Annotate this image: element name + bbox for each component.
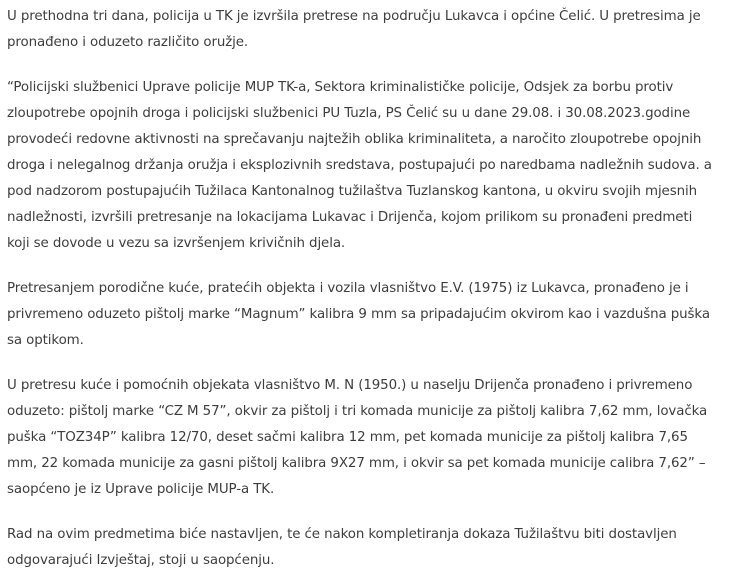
article-paragraph-lukavac-search: Pretresanjem porodične kuće, pratećih objekta i vozila vlasništvo E.V. (1975) iz Lukavca, pronađeno je i privremeno oduzeto pištolj marke “Magnum” kalibra 9 mm sa pripadajućim okvirom kao i vazdušna puška sa optikom. (7, 281, 710, 348)
article-paragraph-conclusion: Rad na ovim predmetima biće nastavljen, te će nakon kompletiranja dokaza Tužilaštvu biti dostavljen odgovarajući Izvještaj, stoji u saopćenju. (7, 527, 677, 568)
article-paragraph-police-quote: “Policijski službenici Uprave policije MUP TK-a, Sektora kriminalističke policije, Odsjek za borbu protiv zloupotrebe opojnih droga i policijski službenici PU Tuzla, PS Čelić su u dane 29.08. i 30.08.2023.godine provodeći redovne aktivnosti na sprečavanju najtežih oblika kriminaliteta, a naročito zloupotrebe opojnih droga i nelegalnog držanja oružja i eksplozivnih sredstava, postupajući po naredbama nadležnih sudova. a pod nadzorom postupajućih Tužilaca Kantonalnog tužilaštva Tuzlanskog kantona, u okviru svojih mjesnih nadležnosti, izvršili pretresanje na lokacijama Lukavac i Drijenča, kojom prilikom su pronađeni predmeti koji se dovode u vezu sa izvršenjem krivičnih djela. (7, 80, 712, 251)
article-paragraph-drijenca-search: U pretresu kuće i pomoćnih objekata vlasništvo M. N (1950.) u naselju Drijenča pronađeno i privremeno oduzeto: pištolj marke “CZ M 57”, okvir za pištolj i tri komada municije za pištolj kalibra 7,62 mm, lovačka puška “TOZ34P” kalibra 12/70, deset sačmi kalibra 12 mm, pet komada municije za pištolj kalibra 7,65 mm, 22 komada municije za gasni pištolj kalibra 9X27 mm, i okvir sa pet komada municije calibra 7,62” – saopćeno je iz Uprave policije MUP-a TK. (7, 378, 708, 497)
article-paragraph-intro: U prethodna tri dana, policija u TK je izvršila pretrese na području Lukavca i općine Čelić. U pretresima je pronađeno i oduzeto različito oružje. (7, 9, 701, 50)
